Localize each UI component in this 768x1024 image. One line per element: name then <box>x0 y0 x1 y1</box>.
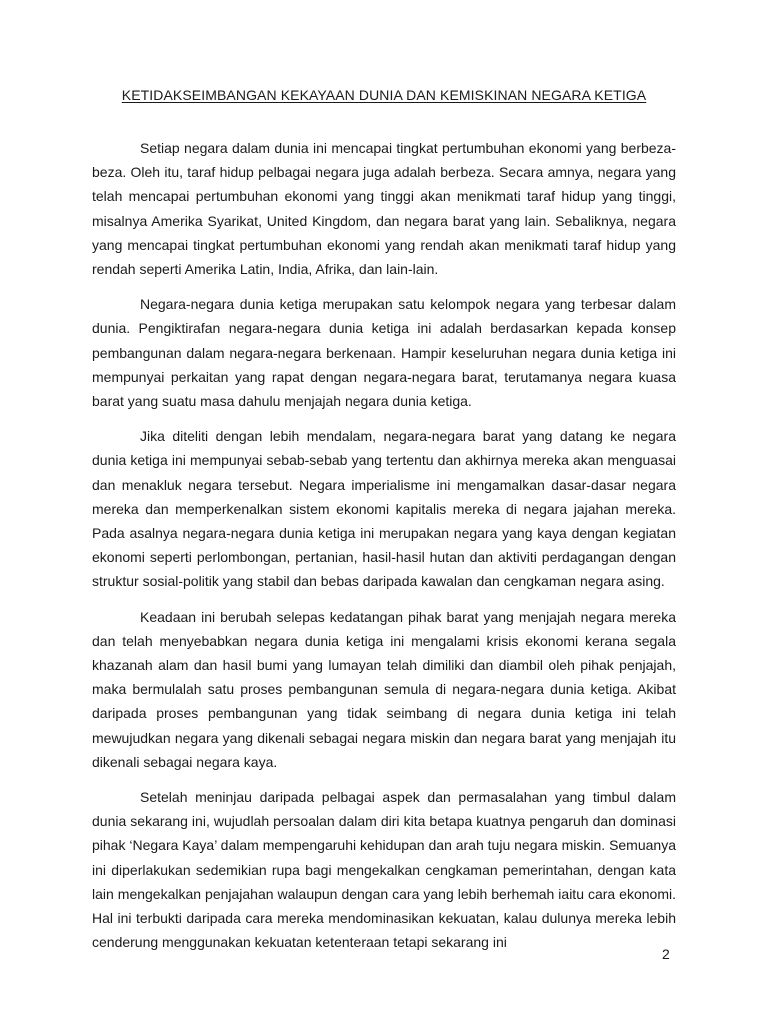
document-title: KETIDAKSEIMBANGAN KEKAYAAN DUNIA DAN KEMISKINAN NEGARA KETIGA <box>121 87 647 103</box>
document-body <box>92 136 676 966</box>
paragraph-1: Setiap negara dalam dunia ini mencapai tingkat pertumbuhan ekonomi yang berbeza-beza. Oleh itu, taraf hidup pelbagai negara juga adalah berbeza. Secara amnya, negara yang telah mencapai pertumbuhan ekonomi yang tinggi akan menikmati taraf hidup yang tinggi, misalnya Amerika Syarikat, United Kingdom, dan negara barat yang lain. Sebaliknya, negara yang mencapai tingkat pertumbuhan ekonomi yang rendah akan menikmati taraf hidup yang rendah seperti Amerika Latin, India, Afrika, dan lain-lain. <box>92 140 676 278</box>
paragraph-4: Keadaan ini berubah selepas kedatangan pihak barat yang menjajah negara mereka dan telah menyebabkan negara dunia ketiga ini mengalami krisis ekonomi kerana segala khazanah alam dan hasil bumi yang lumayan telah dimiliki dan diambil oleh pihak penjajah, maka bermulalah satu proses pembangunan semula di negara-negara dunia ketiga. Akibat daripada proses pembangunan yang tidak seimbang di negara dunia ketiga ini telah mewujudkan negara yang dikenali sebagai negara miskin dan negara barat yang menjajah itu dikenali sebagai negara kaya. <box>92 608 676 770</box>
paragraph-3: Jika diteliti dengan lebih mendalam, negara-negara barat yang datang ke negara dunia ketiga ini mempunyai sebab-sebab yang tertentu dan akhirnya mereka akan menguasai dan menakluk negara tersebut. Negara imperialisme ini mengamalkan dasar-dasar negara mereka dan memperkenalkan sistem ekonomi kapitalis mereka di negara jajahan mereka. Pada asalnya negara-negara dunia ketiga ini merupakan negara yang kaya dengan kegiatan ekonomi seperti perlombongan, pertanian, hasil-hasil hutan dan aktiviti perdagangan dengan struktur sosial-politik yang stabil dan bebas daripada kawalan dan cengkaman negara asing. <box>92 428 676 590</box>
paragraph-2: Negara-negara dunia ketiga merupakan satu kelompok negara yang terbesar dalam dunia. Pengiktirafan negara-negara dunia ketiga ini adalah berdasarkan kepada konsep pembangunan dalam negara-negara berkenaan. Hampir keseluruhan negara dunia ketiga ini mempunyai perkaitan yang rapat dengan negara-negara barat, terutamanya negara kuasa barat yang suatu masa dahulu menjajah negara dunia ketiga. <box>92 296 676 410</box>
paragraph-5: Setelah meninjau daripada pelbagai aspek dan permasalahan yang timbul dalam dunia sekarang ini, wujudlah persoalan dalam diri kita betapa kuatnya pengaruh dan dominasi pihak ‘Negara Kaya’ dalam mempengaruhi kehidupan dan arah tuju negara miskin. Semuanya ini diperlakukan sedemikian rupa bagi mengekalkan cengkaman pemerintahan, dengan kata lain mengekalkan penjajahan walaupun dengan cara yang lebih berhemah iaitu cara ekonomi. Hal ini terbukti daripada cara mereka mendominasikan kekuatan, kalau dulunya mereka lebih cenderung menggunakan kekuatan ketenteraan tetapi sekarang ini <box>92 789 676 951</box>
page-number: 2 <box>662 946 670 962</box>
